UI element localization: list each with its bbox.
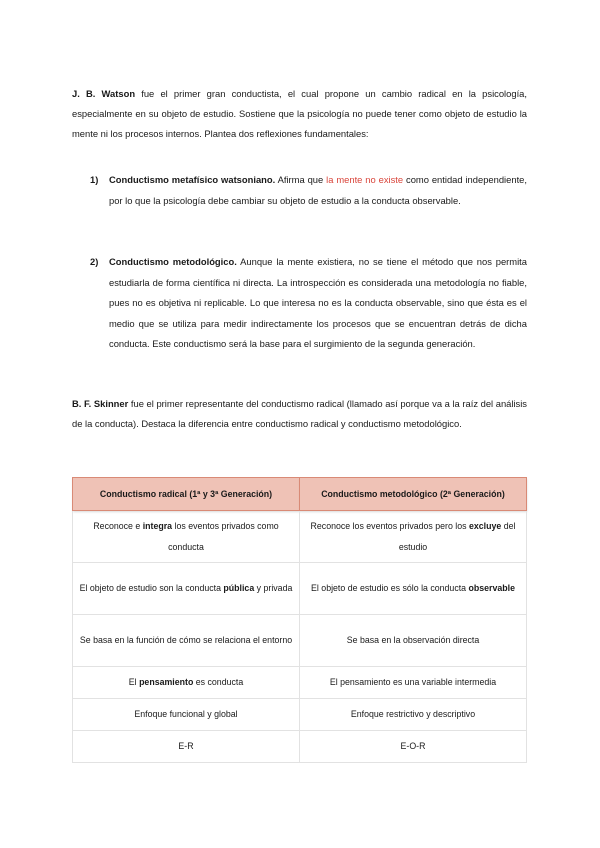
table-row	[73, 511, 527, 563]
cell-text: Enfoque funcional y global	[134, 709, 238, 719]
cell-text: Reconoce e	[93, 520, 143, 531]
emphasis-text: pública	[223, 583, 255, 593]
item-text: Aunque la mente existiera, no se tiene el método que nos permita estudiarla de forma científica ni directa. La introspección es considerada una metodología no fiable, pues no es objetiva ni replicable. Lo que interesa no es la conducta observable, sino que ésta es el medio que se utiliza para medir indirectamente los procesos que se encuentran detrás de dicha conducta. Este conductismo será la base para el surgimiento de la segunda generación.	[109, 256, 527, 349]
cell-text: es conducta	[193, 677, 244, 687]
table-cell	[300, 511, 527, 563]
skinner-paragraph	[72, 394, 527, 434]
table-row	[73, 731, 527, 763]
header-metodologico: Conductismo metodológico (2ª Generación)	[300, 478, 527, 511]
table-row	[73, 667, 527, 699]
emphasis-text: excluye	[468, 520, 502, 531]
item-text: Afirma que	[275, 174, 327, 185]
table-cell	[73, 615, 300, 667]
item-title: Conductismo metodológico.	[109, 256, 237, 267]
cell-text: Reconoce los eventos privados pero los	[310, 520, 469, 531]
cell-text: El pensamiento es una variable intermedia	[329, 677, 497, 687]
table-cell	[300, 699, 527, 731]
highlighted-phrase: la mente no existe	[326, 174, 404, 185]
watson-paragraph	[72, 84, 527, 144]
header-radical: Conductismo radical (1ª y 3ª Generación)	[73, 478, 300, 511]
table-cell	[73, 731, 300, 763]
cell-text: los eventos privados como conducta	[168, 520, 279, 552]
table-cell	[300, 615, 527, 667]
skinner-name: B. F. Skinner	[72, 398, 129, 409]
cell-text: Enfoque restrictivo y descriptivo	[350, 709, 476, 719]
table-cell	[73, 699, 300, 731]
list-item-1	[90, 170, 527, 211]
table-header-row	[73, 478, 527, 511]
cell-text: El objeto de estudio es sólo la conducta	[311, 583, 469, 593]
table-cell	[300, 667, 527, 699]
item-text: como entidad independiente, por lo que la psicología debe cambiar su objeto de estudio a la conducta observable.	[109, 174, 527, 206]
list-number: 1)	[90, 174, 99, 185]
table-cell	[300, 731, 527, 763]
emphasis-text: pensamiento	[139, 677, 194, 687]
emphasis-text: integra	[142, 520, 173, 531]
list-item-2	[90, 252, 527, 355]
comparison-table	[72, 477, 527, 763]
table-cell	[73, 511, 300, 563]
cell-text: Se basa en la función de cómo se relaciona el entorno	[79, 635, 293, 645]
cell-text: Se basa en la observación directa	[346, 635, 480, 645]
skinner-text: fue el primer representante del conductismo radical (llamado así porque va a la raíz del análisis de la conducta). Destaca la diferencia entre conductismo radical y conductismo metodológico.	[72, 398, 527, 429]
watson-text: fue el primer gran conductista, el cual propone un cambio radical en la psicología, especialmente en su objeto de estudio. Sostiene que la psicología no puede tener como objeto de estudio la mente ni los procesos internos. Plantea dos reflexiones fundamentales:	[72, 88, 527, 139]
cell-text: El objeto de estudio son la conducta	[79, 583, 224, 593]
watson-name: J. B. Watson	[72, 88, 136, 99]
cell-text: del estudio	[398, 520, 516, 552]
cell-text: El	[128, 677, 140, 687]
table-cell	[73, 563, 300, 615]
item-title: Conductismo metafísico watsoniano.	[109, 174, 276, 185]
table-cell	[73, 667, 300, 699]
emphasis-text: observable	[468, 583, 515, 593]
list-number: 2)	[90, 256, 99, 267]
cell-text: y privada	[254, 583, 293, 593]
cell-text: E-R	[178, 741, 194, 751]
table-cell	[300, 563, 527, 615]
table-row	[73, 699, 527, 731]
table-row	[73, 615, 527, 667]
cell-text: E-O-R	[400, 741, 426, 751]
table-row	[73, 563, 527, 615]
